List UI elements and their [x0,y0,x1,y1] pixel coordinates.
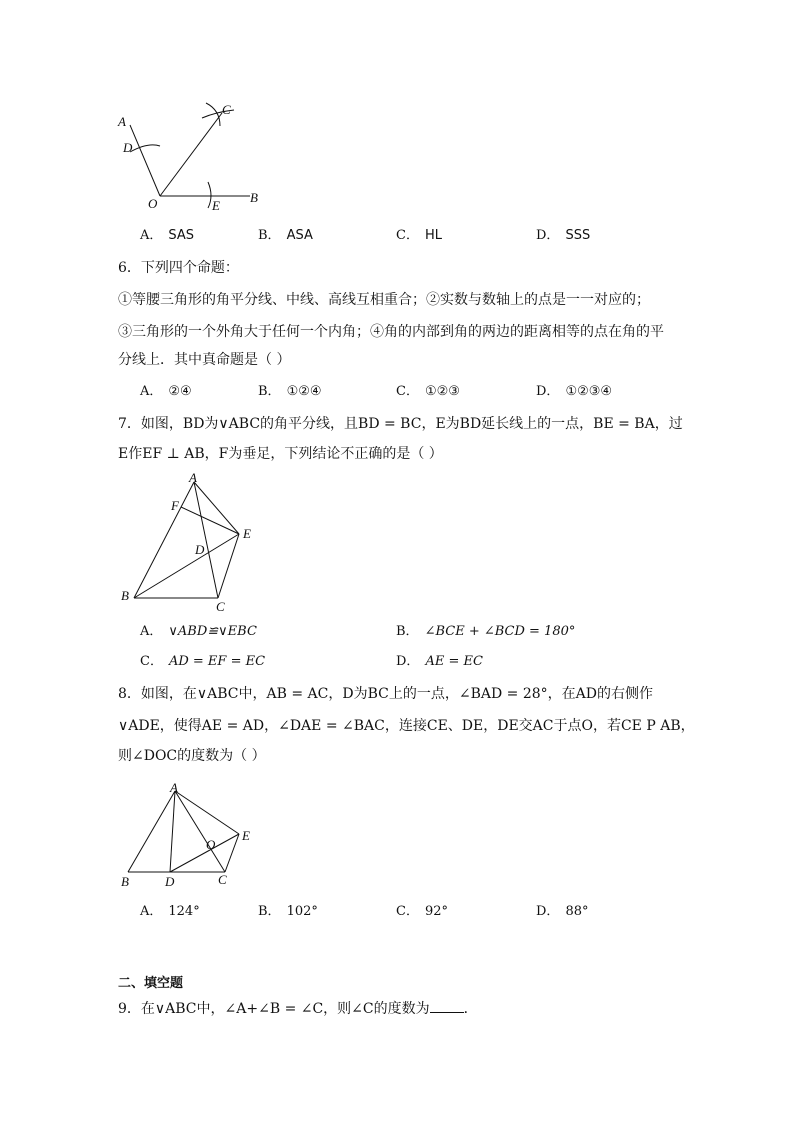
q9-line [118,998,478,1019]
fig7-label-c: C [216,599,225,614]
fig7-label-d: D [195,542,205,557]
q6-stem: 6．下列四个命题： [118,260,239,276]
q8-line3: 则∠DOC的度数为（ ） [118,748,266,764]
figure-q8-triangles [115,776,265,892]
fig5-label-a: A [118,114,126,129]
q6-option-d[interactable]: D． ①②③④ [536,384,613,399]
fig8-label-e: E [242,828,250,843]
fig5-label-c: C [222,102,231,117]
q6-option-b[interactable]: B． ①②④ [258,384,322,399]
fig8-label-b: B [121,874,129,889]
q7-option-c[interactable]: C． AD = EF = EC [140,654,266,669]
q6-option-a[interactable]: A． ②④ [140,384,192,399]
q6-line2: ③三角形的一个外角大于任何一个内角；④角的内部到角的两边的距离相等的点在角的平 [118,324,664,340]
q8-option-a[interactable]: A． 124° [140,904,200,919]
fig8-label-d: D [165,874,175,889]
q8-line1: 8．如图，在∨ABC中，AB = AC，D为BC上的一点，∠BAD = 28°，在AD的右侧作 [118,686,653,702]
fig5-label-e: E [212,198,220,213]
fig8-label-c: C [218,872,227,887]
fig7-label-f: F [171,498,179,513]
fig5-label-b: B [250,190,258,205]
fig8-label-o: O [206,837,216,852]
fig5-label-d: D [123,140,133,155]
fig5-label-o: O [148,196,158,211]
q8-line2: ∨ADE，使得AE = AD，∠DAE = ∠BAC，连接CE、DE，DE交AC于点O，若CE P AB， [118,718,695,734]
q5-option-d[interactable]: D． SSS [536,228,591,243]
q8-option-d[interactable]: D． 88° [536,904,589,919]
q7-option-a[interactable]: A． ∨ABD≌∨EBC [140,624,257,639]
q7-line2: E作EF ⊥ AB，F为垂足，下列结论不正确的是（ ） [118,446,443,462]
fig7-label-b: B [121,588,129,603]
q5-option-a[interactable]: A． SAS [140,228,195,243]
q6-line3: 分线上．其中真命题是（ ） [118,352,291,368]
q7-option-d[interactable]: D． AE = EC [396,654,483,669]
figure-q7-triangles [115,470,265,616]
q9-answer-blank[interactable] [430,998,464,1013]
fig8-label-a: A [170,780,178,795]
q5-option-c[interactable]: C． HL [396,228,442,243]
section-fill-in-blank-title: 二、填空题 [118,976,184,991]
q7-line1: 7．如图，BD为∨ABC的角平分线，且BD = BC，E为BD延长线上的一点，BE = BA，过 [118,416,683,432]
q7-option-b[interactable]: B． ∠BCE + ∠BCD = 180° [396,624,576,639]
fig7-label-a: A [189,470,197,485]
figure-q5-construction [110,98,280,216]
q9-end: ． [463,1001,478,1017]
q6-option-c[interactable]: C． ①②③ [396,384,460,399]
q5-option-b[interactable]: B． ASA [258,228,313,243]
q8-option-c[interactable]: C． 92° [396,904,448,919]
q6-line1: ①等腰三角形的角平分线、中线、高线互相重合；②实数与数轴上的点是一一对应的； [118,292,650,308]
q9-text: 9．在∨ABC中，∠A+∠B = ∠C，则∠C的度数为 [118,1001,430,1017]
fig7-label-e: E [243,526,251,541]
q8-option-b[interactable]: B． 102° [258,904,318,919]
